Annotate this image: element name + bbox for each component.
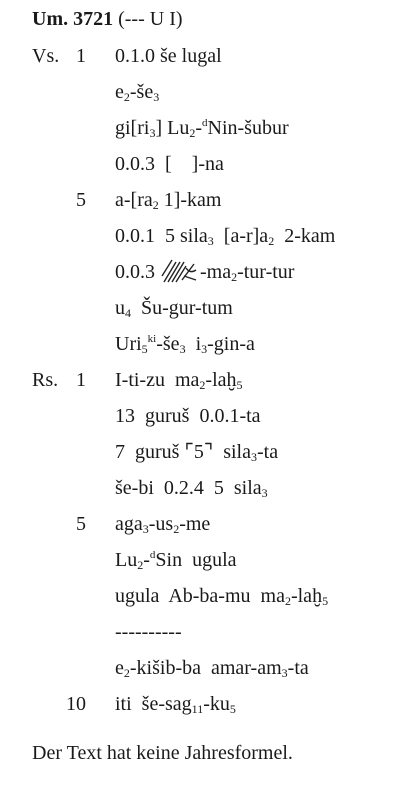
divider-line	[0, 614, 404, 650]
transliteration: ugula Ab-ba-mu $ma_2-laḫ_5$	[115, 585, 329, 608]
line-number: 10	[66, 693, 86, 715]
transliteration: 0.0.1 5 sila$_3$ $[a-r]a_2$ 2-kam	[115, 225, 336, 248]
transliteration: 0.0.3 $-ma_2-tur$-tur	[115, 254, 294, 290]
transliteration: 0.0.3 [ ]-na	[115, 153, 224, 175]
text-line	[0, 506, 404, 542]
text-line	[0, 254, 404, 290]
transliteration: $aga_3-us_2-me$	[115, 513, 211, 536]
text-line	[0, 290, 404, 326]
transliteration: 7 guruš ⌜5⌝ sila$_3$-ta	[115, 441, 279, 464]
transliteration: $u_4$ Šu-gur-tum	[115, 297, 233, 320]
side-label-obverse: Vs.	[32, 45, 60, 67]
footnote: Der Text hat keine Jahresformel.	[32, 742, 293, 764]
text-line	[0, 38, 404, 74]
text-line	[0, 146, 404, 182]
tablet-heading	[32, 8, 183, 31]
ruling-dashes: ----------	[115, 621, 182, 643]
text-line	[0, 398, 404, 434]
line-number: 5	[76, 513, 86, 535]
text-line	[0, 182, 404, 218]
tablet-category: (--- U I)	[118, 8, 183, 30]
transliteration: 0.1.0 še lugal	[115, 45, 222, 67]
text-line	[0, 542, 404, 578]
line-number: 5	[76, 189, 86, 211]
line-number: 1	[76, 369, 86, 391]
transliteration: $e_2-kišib-ba$ amar-$am_3-ta$	[115, 657, 309, 680]
transliteration: iti $še-sag_{11}-ku_5$	[115, 693, 236, 716]
text-line	[0, 110, 404, 146]
text-line	[0, 650, 404, 686]
text-line	[0, 578, 404, 614]
text-line	[0, 470, 404, 506]
transliteration: I-ti-zu $ma_2-laḫ_5$	[115, 369, 243, 392]
transliteration: še-bi 0.2.4 5 sila$_3$	[115, 477, 268, 500]
transliteration: 13 guruš 0.0.1-ta	[115, 405, 261, 427]
transliteration: $Uri_5^{ki}-še_3$ $i_3-gin-a$	[115, 333, 255, 356]
text-line	[0, 686, 404, 722]
transliteration: $Lu_2-^dSin$ ugula	[115, 549, 237, 572]
damaged-sign-hatching	[160, 258, 200, 284]
text-line	[0, 74, 404, 110]
text-line	[0, 218, 404, 254]
tablet-number: Um. 3721	[32, 8, 114, 30]
transliteration: $gi[ri_3]$ $Lu_2-^dNin$-šubur	[115, 117, 289, 140]
transliteration: $a-[ra_2$ 1]-kam	[115, 189, 222, 212]
text-line	[0, 362, 404, 398]
text-line	[0, 434, 404, 470]
text-line	[0, 326, 404, 362]
transliteration: $e_2-še_3$	[115, 81, 160, 104]
line-number: 1	[76, 45, 86, 67]
side-label-reverse: Rs.	[32, 369, 59, 391]
